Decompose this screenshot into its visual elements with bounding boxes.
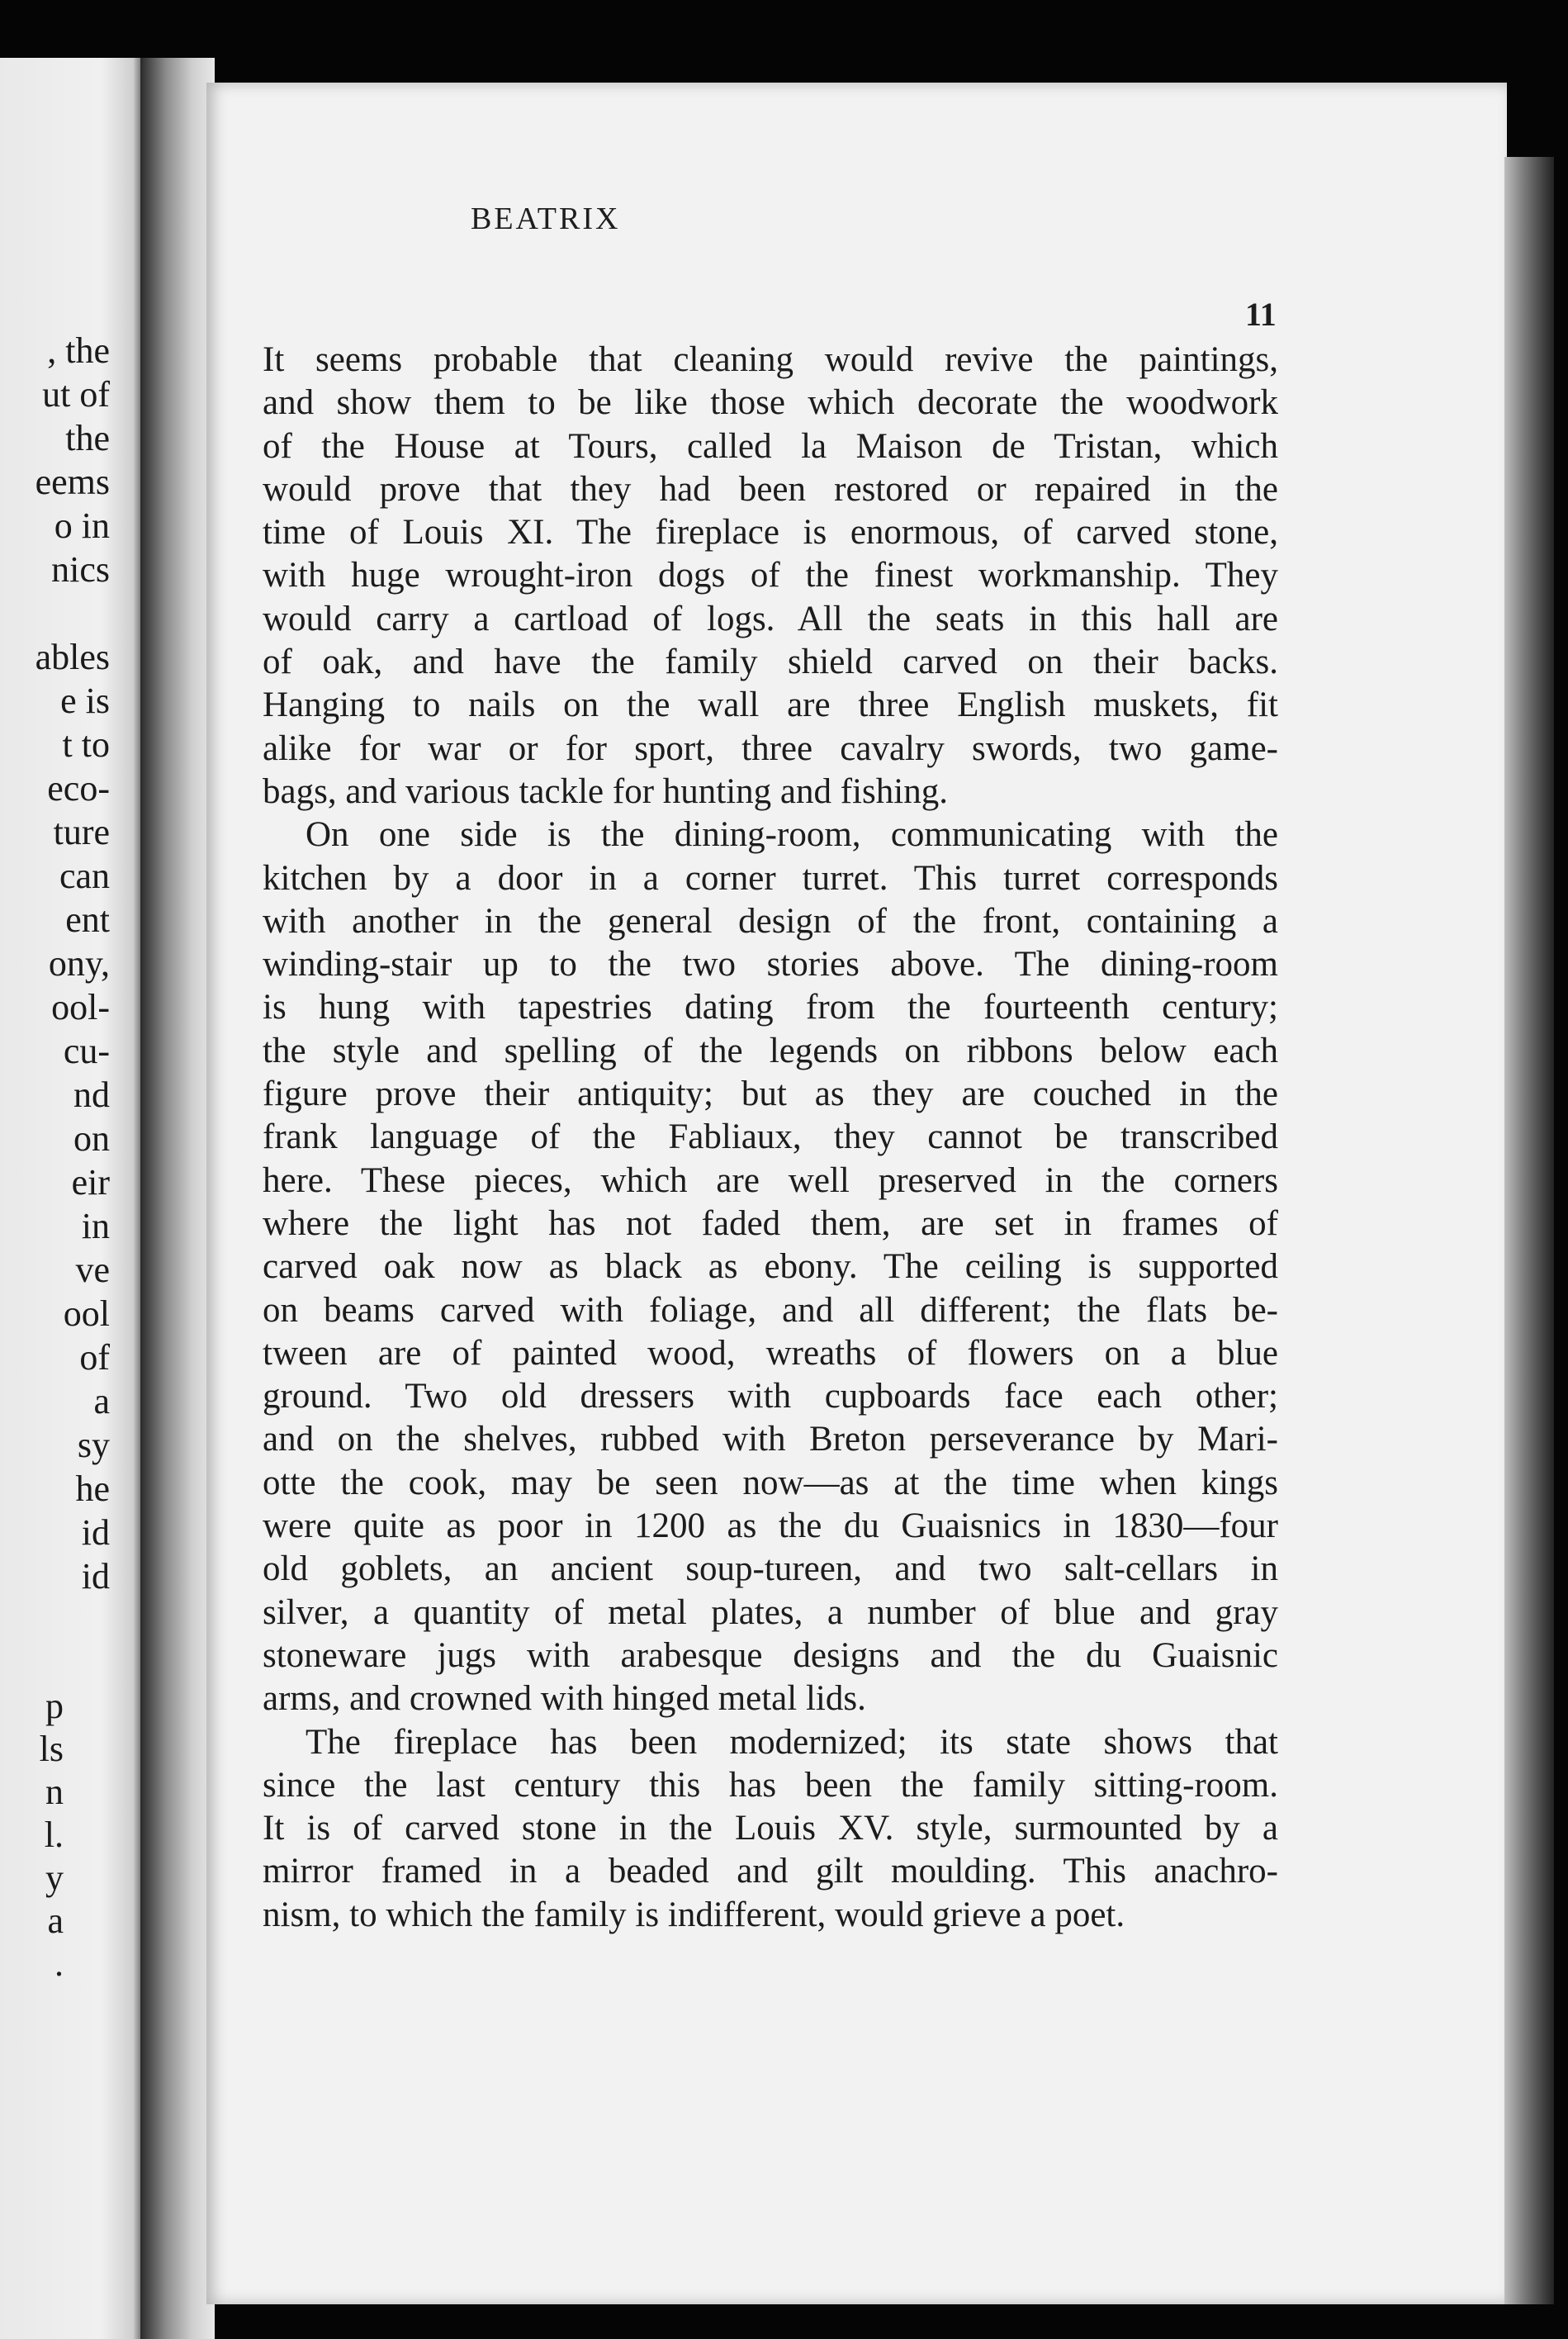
- text-line: On one side is the dining-room, communicating with the: [306, 815, 1278, 855]
- text-line: would prove that they had been restored or repaired in the: [263, 469, 1278, 509]
- left-page-line: .: [54, 1943, 64, 1984]
- left-page-line: ve: [75, 1250, 110, 1290]
- left-page-line: ent: [65, 899, 110, 940]
- text-line: otte the cook, may be seen now—as at the time when kings: [263, 1463, 1278, 1502]
- running-head: BEATRIX: [471, 202, 621, 236]
- text-line: time of Louis XI. The fireplace is enormous, of carved stone,: [263, 513, 1278, 553]
- left-page-line: id: [81, 1512, 110, 1553]
- text-line: alike for war or for sport, three cavalry swords, two game-: [263, 728, 1278, 768]
- text-line: frank language of the Fabliaux, they cannot be transcribed: [263, 1117, 1278, 1157]
- left-page-line: eir: [71, 1162, 110, 1203]
- text-line: with huge wrought-iron dogs of the finest workmanship. They: [263, 556, 1278, 595]
- page-edge-shadow: [1504, 157, 1554, 2304]
- text-line: carved oak now as black as ebony. The ceiling is supported: [263, 1247, 1278, 1287]
- text-line: winding-stair up to the two stories above. The dining-room: [263, 945, 1278, 984]
- left-page-text-top: [0, 329, 110, 1598]
- text-line: of the House at Tours, called la Maison de Tristan, which: [263, 426, 1278, 466]
- left-page-line: eco-: [47, 768, 110, 809]
- text-line: here. These pieces, which are well preserved in the corners: [263, 1160, 1278, 1200]
- text-line: Hanging to nails on the wall are three English muskets, fit: [263, 686, 1278, 725]
- text-line: with another in the general design of the front, containing a: [263, 901, 1278, 941]
- left-page-line: in: [81, 1206, 110, 1246]
- left-page-line: , the: [47, 330, 110, 371]
- text-line: The fireplace has been modernized; its state shows that: [306, 1722, 1278, 1762]
- text-line: since the last century this has been the family sitting-room.: [263, 1765, 1278, 1805]
- text-line: is hung with tapestries dating from the fourteenth century;: [263, 988, 1278, 1027]
- text-line: arms, and crowned with hinged metal lids.: [263, 1679, 866, 1719]
- paragraph: [263, 339, 1278, 814]
- text-line: old goblets, an ancient soup-tureen, and two salt-cellars in: [263, 1549, 1278, 1589]
- left-page-line: ables: [35, 637, 110, 677]
- left-page-line: e is: [60, 681, 110, 721]
- body-text: [263, 339, 1278, 1937]
- text-line: ground. Two old dressers with cupboards face each other;: [263, 1377, 1278, 1416]
- text-line: were quite as poor in 1200 as the du Guaisnics in 1830—four: [263, 1506, 1278, 1546]
- text-line: would carry a cartload of logs. All the seats in this hall are: [263, 599, 1278, 638]
- text-line: and show them to be like those which decorate the woodwork: [263, 383, 1278, 423]
- text-line: and on the shelves, rubbed with Breton perseverance by Mari-: [263, 1420, 1278, 1459]
- left-page-line: ture: [53, 812, 110, 852]
- text-line: stoneware jugs with arabesque designs and the du Guaisnic: [263, 1635, 1278, 1675]
- text-line: It seems probable that cleaning would revive the paintings,: [263, 340, 1278, 379]
- left-page-line: on: [73, 1118, 110, 1159]
- left-page-line: can: [59, 856, 110, 896]
- left-page-line: ool: [63, 1293, 110, 1334]
- text-line: bags, and various tackle for hunting and fishing.: [263, 771, 948, 811]
- left-page-line: sy: [77, 1425, 110, 1465]
- left-page-line: he: [75, 1468, 110, 1509]
- text-line: figure prove their antiquity; but as they are couched in the: [263, 1075, 1278, 1114]
- text-line: silver, a quantity of metal plates, a number of blue and gray: [263, 1592, 1278, 1632]
- text-line: where the light has not faded them, are set in frames of: [263, 1203, 1278, 1243]
- text-line: tween are of painted wood, wreaths of flowers on a blue: [263, 1333, 1278, 1373]
- left-page-line: o in: [54, 505, 110, 546]
- text-line: of oak, and have the family shield carved on their backs.: [263, 643, 1278, 682]
- left-page-line: ls: [39, 1729, 64, 1769]
- left-page-line: a: [93, 1381, 110, 1421]
- left-page-line: the: [65, 418, 110, 458]
- text-line: the style and spelling of the legends on ribbons below each: [263, 1031, 1278, 1070]
- left-facing-page: [0, 58, 144, 2339]
- left-page-line: [0, 591, 110, 635]
- text-line: nism, to which the family is indifferent, would grieve a poet.: [263, 1895, 1125, 1934]
- text-line: on beams carved with foliage, and all different; the flats be-: [263, 1290, 1278, 1330]
- left-page-line: cu-: [63, 1031, 110, 1071]
- left-page-line: l.: [44, 1815, 64, 1855]
- page-number: 11: [1245, 296, 1277, 333]
- text-line: kitchen by a door in a corner turret. This turret corresponds: [263, 858, 1278, 898]
- text-line: It is of carved stone in the Louis XV. style, surmounted by a: [263, 1809, 1278, 1848]
- left-page-line: p: [45, 1686, 64, 1726]
- left-page-line: nd: [73, 1075, 110, 1115]
- left-page-line: y: [45, 1857, 64, 1898]
- paragraph: [263, 814, 1278, 1720]
- left-page-line: nics: [51, 549, 110, 590]
- left-page-line: of: [79, 1337, 110, 1378]
- paragraph: [263, 1721, 1278, 1937]
- left-page-line: ony,: [48, 943, 110, 984]
- left-page-line: n: [45, 1772, 64, 1812]
- book-gutter-shadow: [140, 58, 215, 2339]
- left-page-line: ool-: [51, 987, 110, 1027]
- left-page-line: eems: [35, 462, 110, 502]
- left-page-line: t to: [62, 724, 110, 765]
- text-line: mirror framed in a beaded and gilt moulding. This anachro-: [263, 1852, 1278, 1891]
- left-page-line: a: [47, 1900, 64, 1941]
- left-page-line: ut of: [42, 374, 110, 415]
- left-page-line: id: [81, 1556, 110, 1596]
- left-page-text-bottom: [0, 1685, 64, 1986]
